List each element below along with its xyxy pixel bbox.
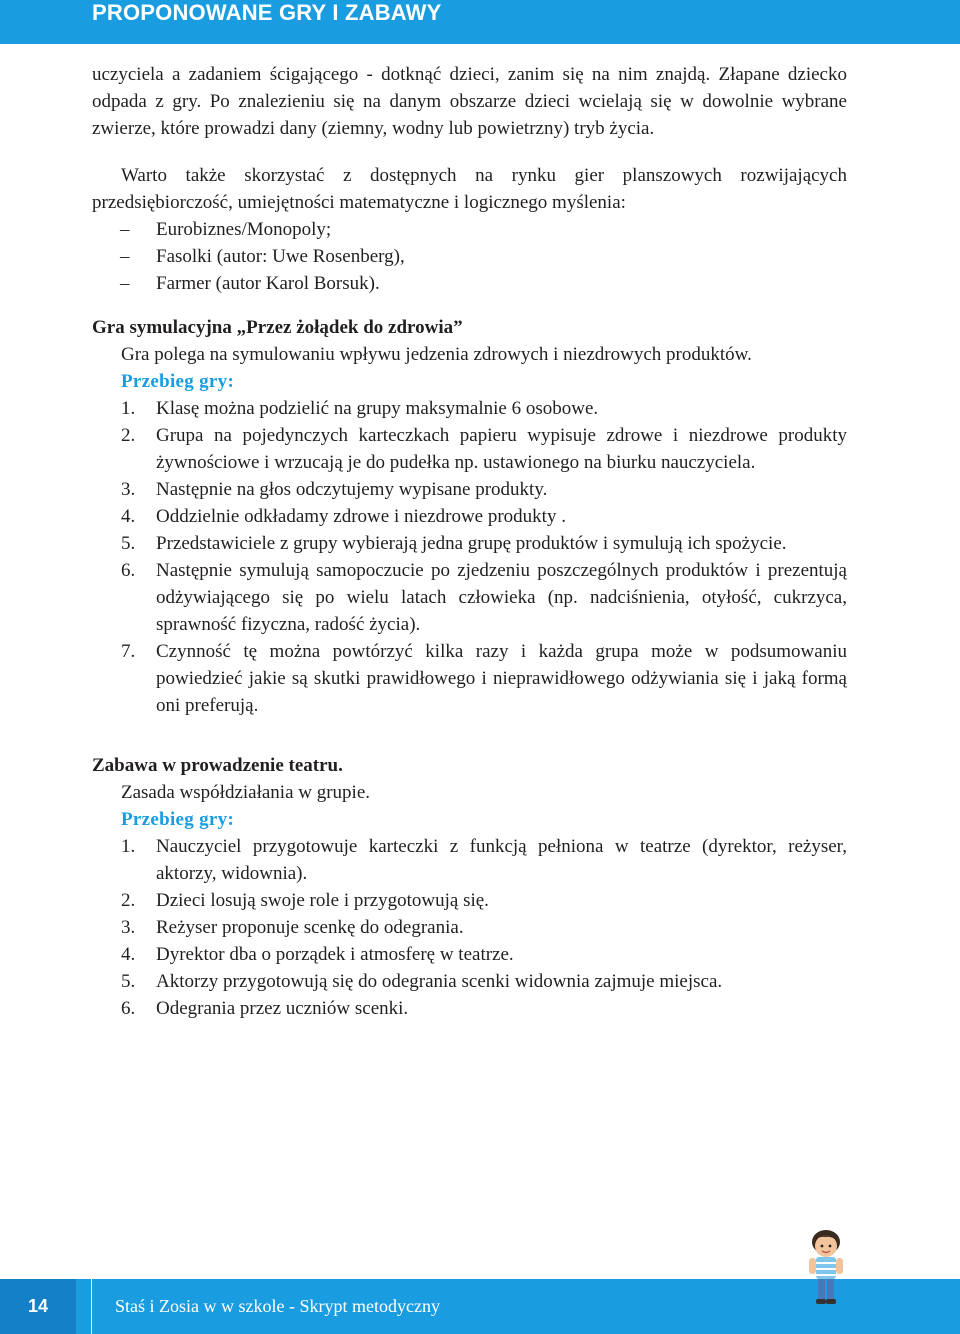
list-item: 3. Następnie na głos odczytujemy wypisane produkty. bbox=[121, 479, 548, 500]
list-item: 2. Grupa na pojedynczych karteczkach papieru wypisuje zdrowe i niezdrowe produkty żywnościowe i wrzucają je do pudełka np. ustawionego na biurku nauczyciela. bbox=[121, 425, 847, 473]
game2-steps bbox=[92, 833, 847, 1022]
list-item: 7. Czynność tę można powtórzyć kilka razy i każda grupa może w podsumowaniu powiedzieć jakie są skutki prawidłowego i nieprawidłowego odżywiania się i jaką formą oni preferują. bbox=[121, 641, 847, 716]
footer-divider bbox=[91, 1279, 92, 1334]
board-games-list bbox=[92, 216, 847, 297]
list-item: 5. Aktorzy przygotowują się do odegrania scenki widownia zajmuje miejsca. bbox=[121, 971, 723, 992]
game1-description: Gra polega na symulowaniu wpływu jedzenia zdrowych i niezdrowych produktów. bbox=[121, 344, 752, 365]
game2-description: Zasada współdziałania w grupie. bbox=[121, 782, 371, 803]
list-item: 6. Odegrania przez uczniów scenki. bbox=[121, 998, 409, 1019]
list-item: 6. Następnie symulują samopoczucie po zjedzeniu poszczególnych produktów i prezentują odżywiającego się po wielu latach człowieka (np. nadciśnienia, otyłość, cukrzyca, sprawność fizyczna, radość życia). bbox=[121, 560, 847, 635]
page-content bbox=[92, 61, 847, 1022]
list-item: – Eurobiznes/Monopoly; bbox=[120, 219, 332, 240]
game1-steps bbox=[92, 395, 847, 719]
list-item: – Fasolki (autor: Uwe Rosenberg), bbox=[120, 246, 405, 267]
list-item: 1. Klasę można podzielić na grupy maksymalnie 6 osobowe. bbox=[121, 398, 599, 419]
list-item: 4. Dyrektor dba o porządek i atmosferę w teatrze. bbox=[121, 944, 514, 965]
list-item: 1. Nauczyciel przygotowuje karteczki z funkcją pełniona w teatrze (dyrektor, reżyser, aktorzy, widownia). bbox=[121, 836, 847, 884]
board-games-paragraph: Warto także skorzystać z dostępnych na rynku gier planszowych rozwijających przedsiębiorczość, umiejętności matematyczne i logicznego myślenia: bbox=[92, 165, 847, 213]
boy-mascot-icon bbox=[800, 1228, 852, 1308]
list-item: 2. Dzieci losują swoje role i przygotowują się. bbox=[121, 890, 489, 911]
list-item: – Farmer (autor Karol Borsuk). bbox=[120, 273, 380, 294]
game1-steps-label: Przebieg gry: bbox=[121, 371, 235, 392]
page-number: 14 bbox=[0, 1279, 76, 1334]
list-item: 4. Oddzielnie odkładamy zdrowe i niezdrowe produkty . bbox=[121, 506, 566, 527]
game2-steps-label: Przebieg gry: bbox=[121, 809, 235, 830]
section-title: PROPONOWANE GRY I ZABAWY bbox=[92, 0, 442, 25]
game1-title: Gra symulacyjna „Przez żołądek do zdrowia” bbox=[92, 317, 463, 338]
list-item: 5. Przedstawiciele z grupy wybierają jedna grupę produktów i symulują ich spożycie. bbox=[121, 533, 787, 554]
list-item: 3. Reżyser proponuje scenkę do odegrania. bbox=[121, 917, 464, 938]
page-header bbox=[0, 0, 960, 44]
game2-title: Zabawa w prowadzenie teatru. bbox=[92, 755, 343, 776]
intro-paragraph: uczyciela a zadaniem ścigającego - dotknąć dzieci, zanim się na nim znajdą. Złapane dziecko odpada z gry. Po znalezieniu się na danym obszarze dzieci wcielają się w dowolnie wybrane zwierze, które prowadzi dany (ziemny, wodny lub powietrzny) tryb życia. bbox=[92, 64, 847, 139]
book-title: Staś i Zosia w w szkole - Skrypt metodyczny bbox=[115, 1296, 440, 1316]
